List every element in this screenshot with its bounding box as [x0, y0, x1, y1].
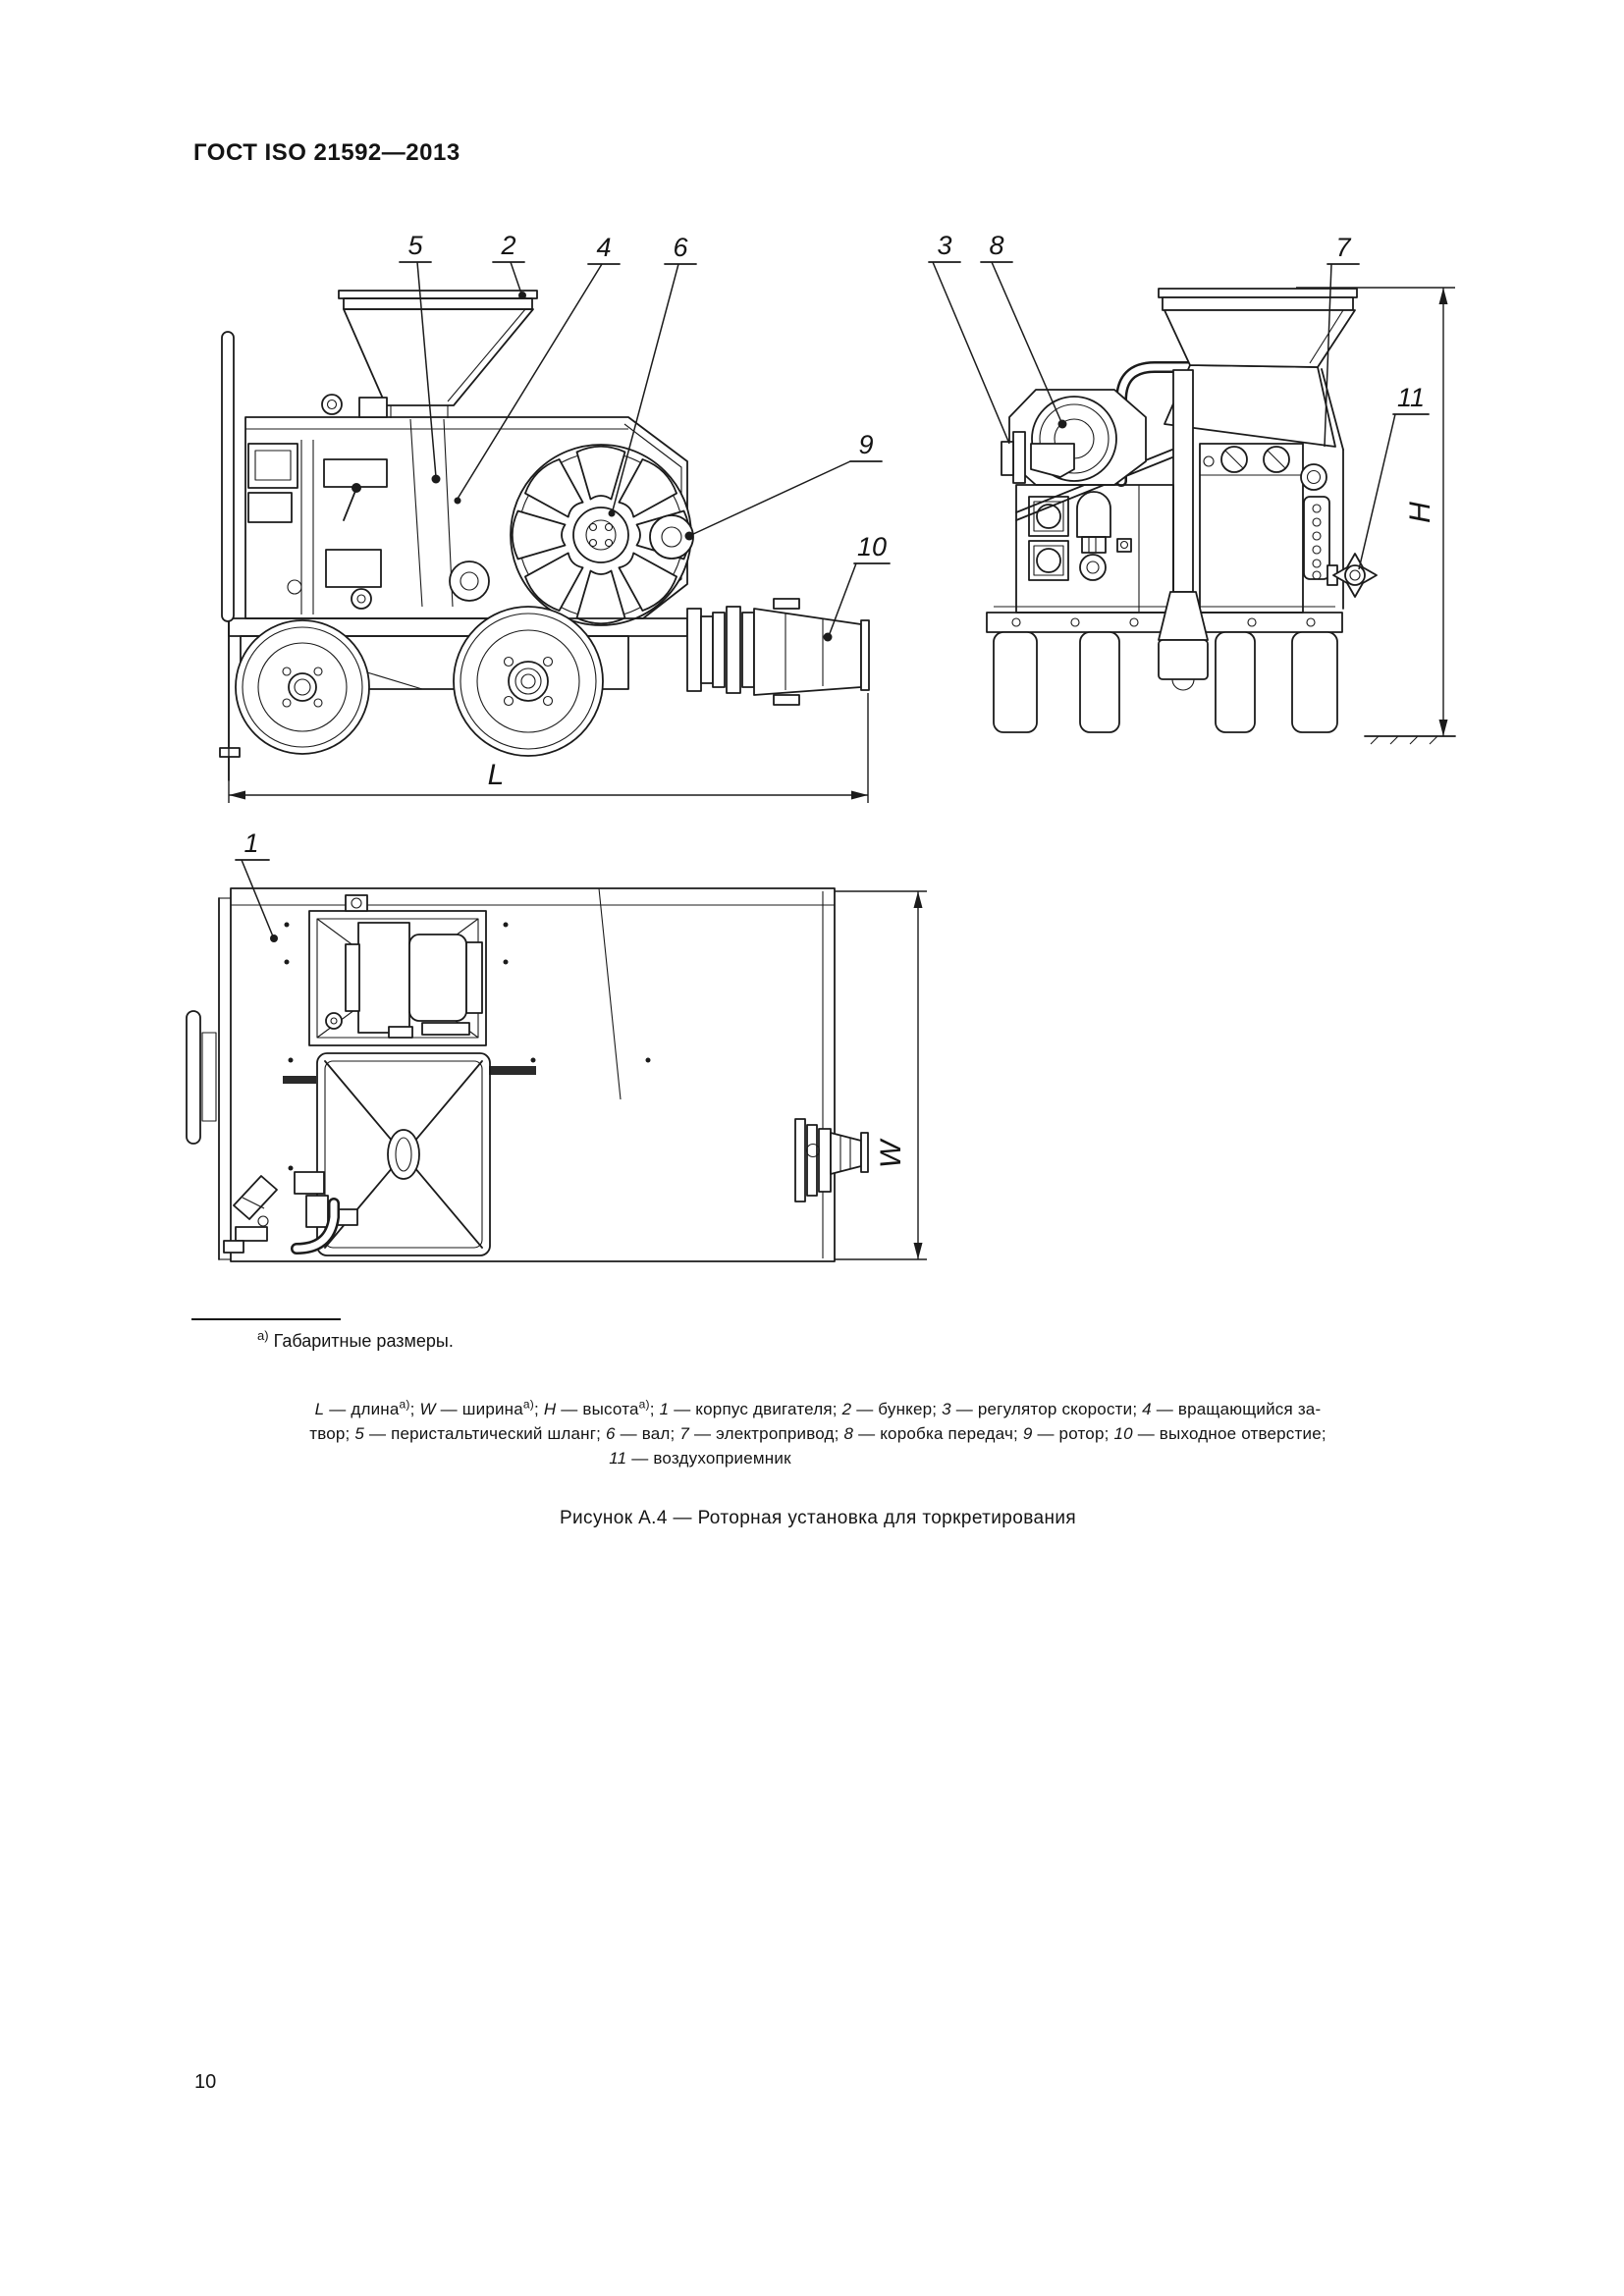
svg-text:1: 1: [244, 828, 259, 858]
machine-leg: [1216, 632, 1255, 732]
figure-legend: [157, 1397, 1479, 1470]
callout-9: [685, 430, 883, 541]
svg-text:9: 9: [858, 430, 874, 459]
svg-text:2: 2: [501, 231, 516, 260]
front-body-box: [1016, 485, 1173, 613]
side-rail: [283, 1076, 316, 1084]
callout-11: [1359, 383, 1429, 569]
svg-text:8: 8: [989, 231, 1004, 260]
callout-2: [493, 231, 526, 299]
footnote: [257, 1328, 454, 1352]
page-header: ГОСТ ISO 21592—2013: [193, 139, 460, 166]
svg-text:7: 7: [1335, 233, 1351, 262]
svg-text:6: 6: [673, 233, 688, 262]
rotor-wheel: [450, 445, 693, 625]
dimension-height-label: H: [1404, 502, 1436, 523]
footnote-marker: а): [257, 1328, 269, 1343]
top-nozzle: [795, 1119, 868, 1201]
dimension-width-label: W: [875, 1140, 907, 1169]
dimension-width: [835, 891, 927, 1259]
top-view: [187, 888, 927, 1261]
control-panel: [1200, 444, 1343, 613]
air-intake: [1327, 554, 1377, 597]
front-wheel: [454, 607, 603, 756]
callout-5: [400, 231, 441, 484]
gearbox: [1001, 390, 1146, 485]
front-view: [987, 288, 1455, 744]
callout-1: [236, 828, 278, 942]
tow-handle: [222, 332, 234, 621]
pump-assembly: [224, 1172, 357, 1253]
side-rail: [489, 1066, 536, 1075]
motor-compartment: [309, 895, 486, 1045]
machine-leg: [994, 632, 1037, 732]
legend-line-3: 11 — воздухоприемник: [609, 1449, 791, 1468]
hopper-column: [1173, 370, 1193, 592]
footnote-text: Габаритные размеры.: [273, 1331, 454, 1351]
side-view: [220, 291, 869, 803]
svg-text:11: 11: [1396, 383, 1426, 412]
page-number: 10: [194, 2071, 217, 2093]
svg-text:10: 10: [856, 532, 888, 561]
figure-caption: Рисунок А.4 — Роторная установка для торкретирования: [559, 1508, 1077, 1528]
legend-line-1: L — длина$^{а)}$; W — ширина$^{а)}$; H — высота$^{а)}$; 1 — корпус двигателя; 2 — бункер; 3 — регулятор скорости; 4 — вращающийся за-: [314, 1397, 1322, 1418]
front-base: [987, 592, 1342, 732]
front-hopper: [1159, 289, 1357, 367]
legend-line-2: твор; 5 — перистальтический шланг; 6 — вал; 7 — электропривод; 8 — коробка передач; 9 — ротор; 10 — выходное отверстие;: [309, 1424, 1326, 1443]
machine-leg: [1292, 632, 1337, 732]
svg-text:3: 3: [937, 231, 952, 260]
top-body: [187, 888, 835, 1261]
footnote-rule: [191, 1318, 341, 1320]
rear-wheel: [236, 620, 369, 754]
svg-text:5: 5: [407, 231, 423, 260]
machine-leg: [1080, 632, 1119, 732]
svg-text:4: 4: [596, 233, 612, 262]
dimension-length-label: L: [487, 759, 505, 791]
outlet-nozzle: [687, 599, 869, 705]
